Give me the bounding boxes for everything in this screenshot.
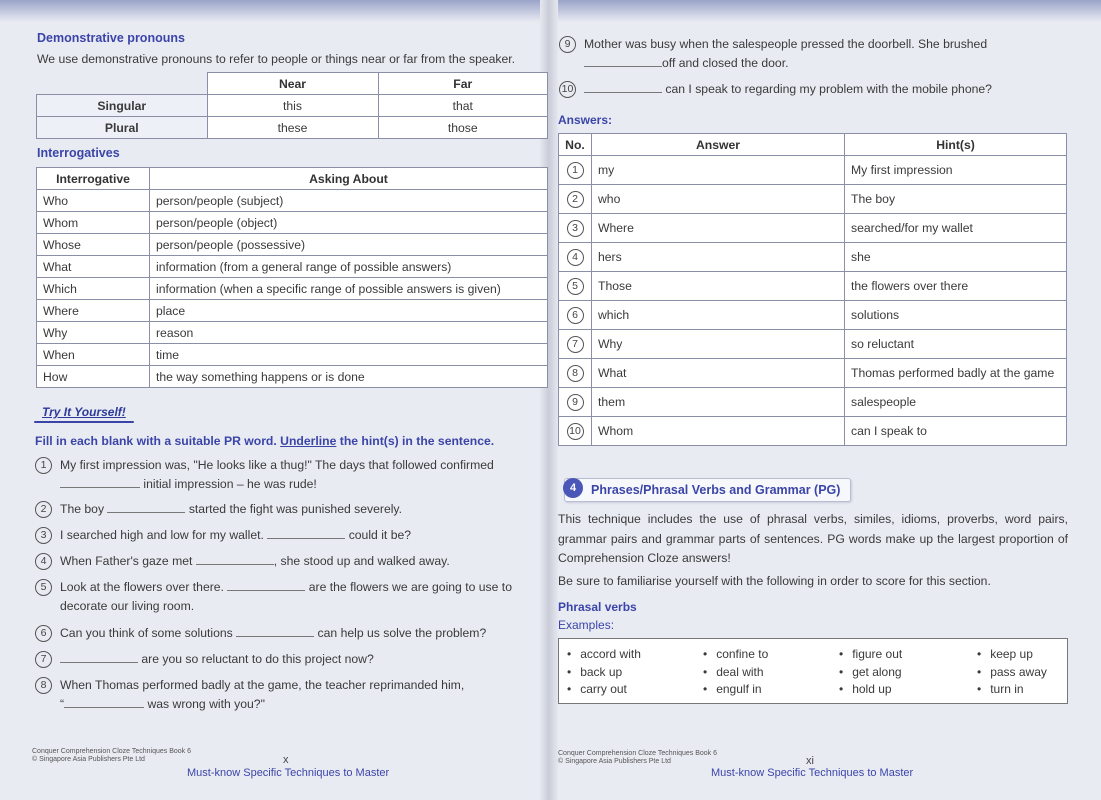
interrog-word: Who [37,190,150,212]
hint-cell: the flowers over there [845,272,1067,301]
page-number: xi [806,755,814,767]
answer-number: 3 [567,220,584,237]
answer-cell: Those [592,272,845,301]
answer-number: 1 [567,162,584,179]
demonstrative-heading: Demonstrative pronouns [37,31,185,45]
section-title-box [564,478,851,502]
page-tagline: Must-know Specific Techniques to Master [187,767,390,779]
examples-label: Examples: [558,618,615,632]
hint-cell: Thomas performed badly at the game [845,359,1067,388]
question-number: 6 [35,625,52,642]
interrog-word: Why [37,322,150,344]
answers-header: Hint(s) [845,134,1067,156]
try-it-yourself-label: Try It Yourself! [42,405,126,419]
question-4 [35,552,450,571]
interrog-about: time [150,344,548,366]
question-text: When Father's gaze met [60,554,193,568]
demo-row-label: Plural [37,117,208,139]
interrog-header: Asking About [150,168,548,190]
section-paragraph: This technique includes the use of phrasal verbs, similes, idioms, proverbs, word pairs, grammar pairs and grammar parts of sentences. PG words make up the largest proportion of Comprehension Cloze answers! [558,512,1068,565]
question-number: 9 [559,36,576,53]
example-item: • engulf in [703,682,762,696]
question-text: Can you think of some solutions [60,626,233,640]
question-text: The boy [60,502,105,516]
question-text: can I speak to regarding my problem with the mobile phone? [665,82,992,96]
demo-row-label: Singular [37,95,208,117]
answer-cell: Where [592,214,845,243]
hint-cell: solutions [845,301,1067,330]
instructions [35,434,494,448]
answer-blank[interactable] [227,578,305,591]
example-item: • confine to [703,647,768,661]
question-3 [35,526,411,545]
question-text: was wrong with you?" [147,697,265,711]
question-text: decorate our living room. [60,599,195,613]
example-item: • accord with [567,647,641,661]
question-number: 2 [35,501,52,518]
answer-blank[interactable] [107,500,185,513]
interrog-about: person/people (object) [150,212,548,234]
demonstrative-intro: We use demonstrative pronouns to refer to people or things near or far from the speaker. [37,52,516,66]
answer-number: 2 [567,191,584,208]
demonstrative-table [36,72,548,139]
instructions-underline-word: Underline [280,434,337,448]
question-number: 5 [35,579,52,596]
question-number: 7 [35,651,52,668]
demo-header-far: Far [378,73,548,95]
interrog-about: information (from a general range of possible answers) [150,256,548,278]
demo-cell: that [378,95,548,117]
hint-cell: can I speak to [845,417,1067,446]
answer-blank[interactable] [196,552,274,565]
interrog-word: What [37,256,150,278]
answer-number: 4 [567,249,584,266]
example-item: • figure out [839,647,902,661]
hint-cell: she [845,243,1067,272]
interrog-about: person/people (possessive) [150,234,548,256]
demo-header-near: Near [207,73,378,95]
example-item: • deal with [703,665,764,679]
hint-cell: The boy [845,185,1067,214]
answers-heading: Answers: [558,113,613,127]
question-text: can help us solve the problem? [317,626,487,640]
answer-number: 8 [567,365,584,382]
try-underline-swash [34,421,134,423]
hint-cell: searched/for my wallet [845,214,1067,243]
instructions-text: Fill in each blank with a suitable PR word. [35,434,281,448]
answer-cell: What [592,359,845,388]
question-number: 3 [35,527,52,544]
interrog-about: the way something happens or is done [150,366,548,388]
footer-copyright: © Singapore Asia Publishers Pte Ltd [32,756,145,763]
answer-number: 6 [567,307,584,324]
answer-cell: Why [592,330,845,359]
question-text: initial impression – he was rude! [143,477,317,491]
example-item: • hold up [839,682,892,696]
question-text: off and closed the door. [662,56,789,70]
answer-number: 5 [567,278,584,295]
question-6 [35,624,486,643]
answer-cell: hers [592,243,845,272]
answers-header: No. [559,134,592,156]
question-number: 4 [35,553,52,570]
footer-copyright: © Singapore Asia Publishers Pte Ltd [558,758,671,765]
question-number: 1 [35,457,52,474]
page-number: x [283,754,289,766]
example-item: • carry out [567,682,627,696]
example-item: • keep up [977,647,1033,661]
question-text: are you so reluctant to do this project now? [141,652,374,666]
example-item: • back up [567,665,622,679]
demo-cell: those [378,117,548,139]
interrog-about: person/people (subject) [150,190,548,212]
question-8: 8 When Thomas performed badly at the game, the teacher reprimanded him, “ was wrong with you?" [35,676,547,714]
answer-blank[interactable] [236,624,314,637]
footer-credits [32,748,191,764]
question-text: could it be? [348,528,412,542]
question-text: I searched high and low for my wallet. [60,528,264,542]
demo-cell: these [207,117,378,139]
footer-book-title: Conquer Comprehension Cloze Techniques Book 6 [32,748,192,755]
section-number-badge: 4 [563,478,583,498]
question-7 [35,650,374,669]
hint-cell: My first impression [845,156,1067,185]
answer-number: 7 [567,336,584,353]
interrogatives-table [36,167,548,388]
question-number: 8 [35,677,52,694]
example-item: • pass away [977,665,1047,679]
section-note: Be sure to familiarise yourself with the following in order to score for this section. [558,574,991,588]
question-5 [35,578,547,616]
answers-header: Answer [592,134,845,156]
interrog-word: Whom [37,212,150,234]
question-text: are the flowers we are going to use to [308,580,512,594]
interrog-about: information (when a specific range of possible answers is given) [150,278,548,300]
answer-blank[interactable] [60,650,138,663]
question-1 [35,456,547,494]
answer-blank[interactable] [64,695,144,708]
question-text: Look at the flowers over there. [60,580,224,594]
answer-cell: who [592,185,845,214]
question-text: Mother was busy when the salespeople pressed the doorbell. She brushed [584,37,988,51]
section-title: Phrases/Phrasal Verbs and Grammar (PG) [591,483,841,497]
examples-box [558,638,1068,704]
hint-cell: so reluctant [845,330,1067,359]
phrasal-verbs-heading: Phrasal verbs [558,600,637,614]
interrog-word: Which [37,278,150,300]
interrog-about: place [150,300,548,322]
question-text: started the fight was punished severely. [188,502,403,516]
footer-book-title: Conquer Comprehension Cloze Techniques Book 6 [558,750,718,757]
answer-blank[interactable] [584,54,662,67]
instructions-text: the hint(s) in the sentence. [336,434,495,448]
interrog-header: Interrogative [37,168,150,190]
demo-cell: this [207,95,378,117]
question-text: , she stood up and walked away. [273,554,450,568]
example-item: • get along [839,665,902,679]
question-number: 10 [559,81,576,98]
interrogatives-heading: Interrogatives [37,146,120,160]
answer-blank[interactable] [267,526,345,539]
answer-number: 10 [567,423,584,440]
interrog-word: Where [37,300,150,322]
page-tagline: Must-know Specific Techniques to Master [711,767,914,779]
footer-credits [558,750,717,766]
answer-number: 9 [567,394,584,411]
example-item: • turn in [977,682,1024,696]
answer-cell: my [592,156,845,185]
left-page [0,0,550,800]
question-2 [35,500,402,519]
hint-cell: salespeople [845,388,1067,417]
answer-cell: them [592,388,845,417]
question-10 [559,80,992,99]
right-page [556,0,1101,800]
answers-table [558,133,1067,446]
question-9 [559,35,1069,73]
answer-cell: Whom [592,417,845,446]
interrog-word: Whose [37,234,150,256]
answer-blank[interactable] [60,475,140,488]
interrog-about: reason [150,322,548,344]
question-text: When Thomas performed badly at the game, the teacher reprimanded him, [60,678,465,692]
question-text: My first impression was, "He looks like a thug!" The days that followed confirmed [60,458,494,472]
answer-cell: which [592,301,845,330]
answer-blank[interactable] [584,80,662,93]
interrog-word: When [37,344,150,366]
interrog-word: How [37,366,150,388]
